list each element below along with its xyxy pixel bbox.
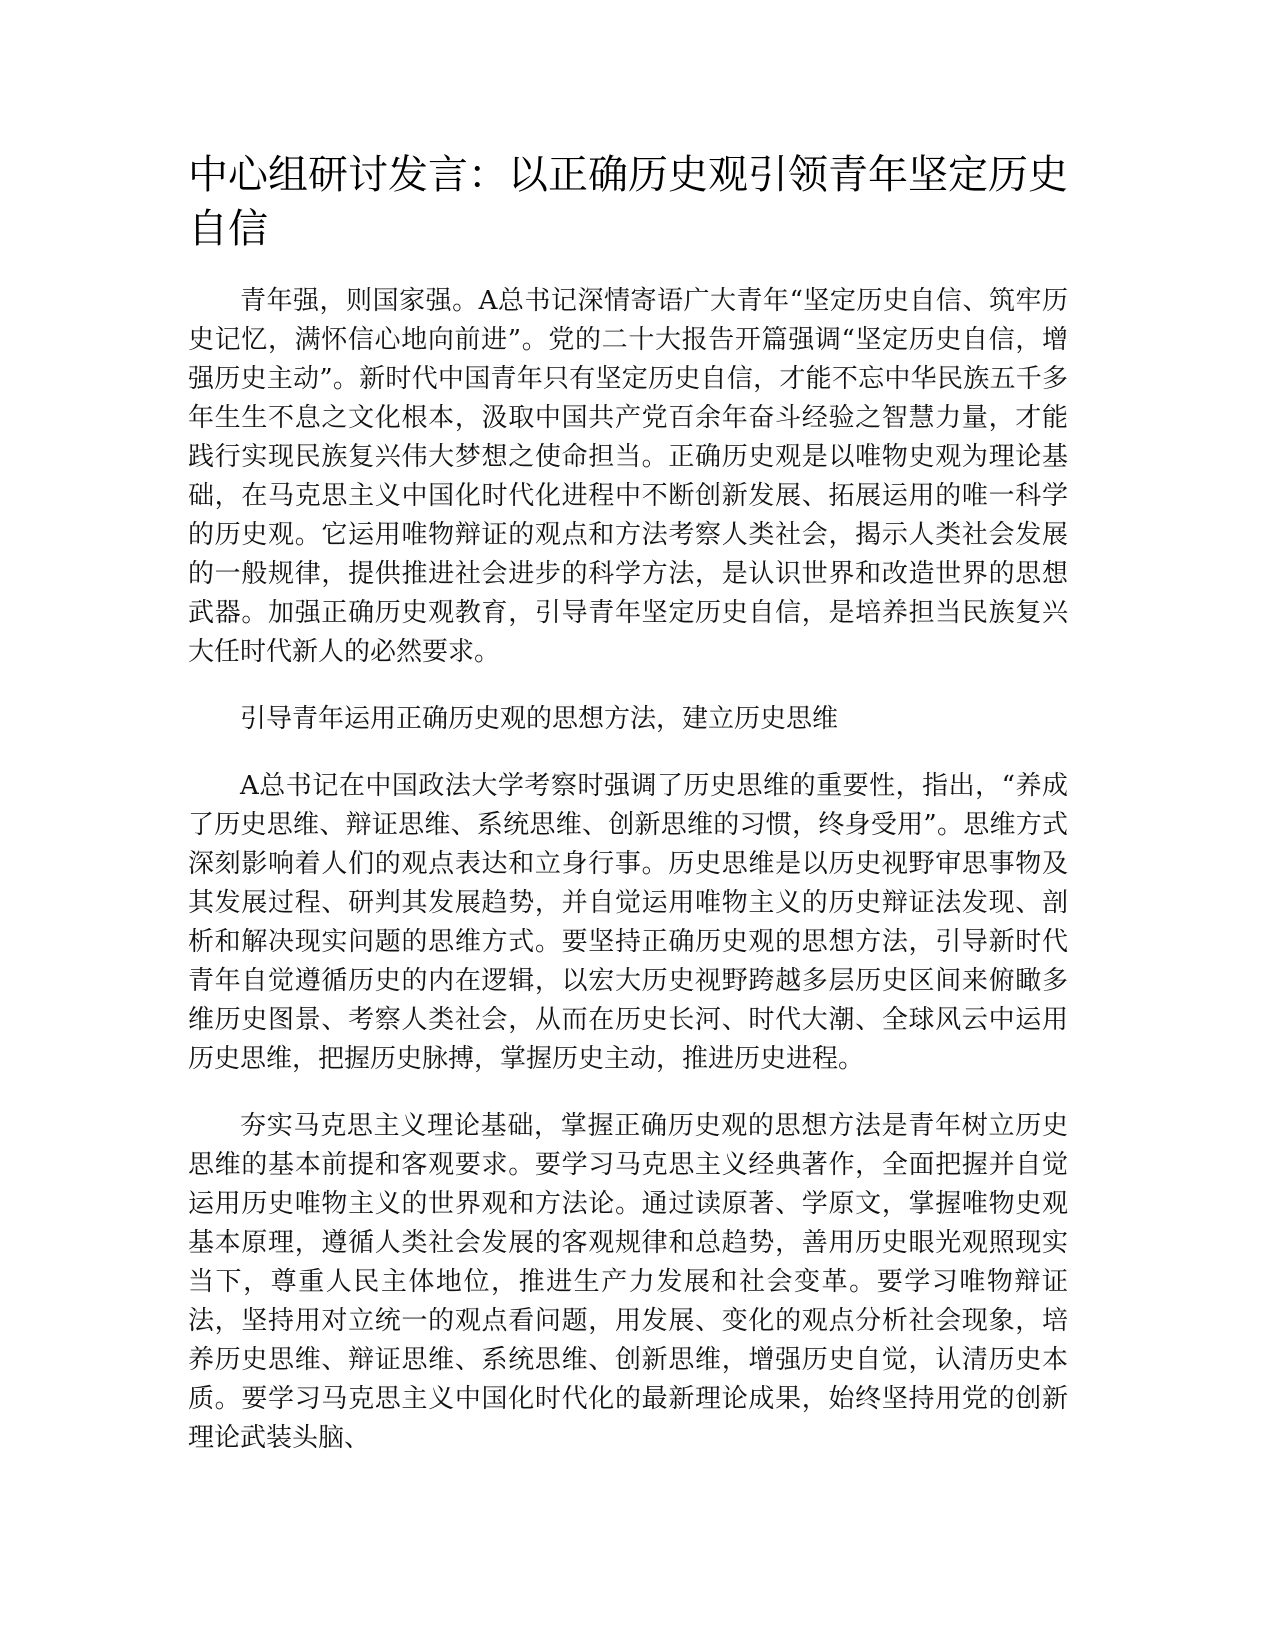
document-body [188, 148, 1068, 1486]
document-title: 中心组研讨发言：以正确历史观引领青年坚定历史自信 [188, 152, 1068, 252]
paragraph-marxist-foundation: 夯实马克思主义理论基础，掌握正确历史观的思想方法是青年树立历史思维的基本前提和客观要求。要学习马克思主义经典著作，全面把握并自觉运用历史唯物主义的世界观和方法论。通过读原著、学原文，掌握唯物史观基本原理，遵循人类社会发展的客观规律和总趋势，善用历史眼光观照现实当下，尊重人民主体地位，推进生产力发展和社会变革。要学习唯物辩证法，坚持用对立统一的观点看问题，用发展、变化的观点分析社会现象，培养历史思维、辩证思维、系统思维、创新思维，增强历史自觉，认清历史本质。要学习马克思主义中国化时代化的最新理论成果，始终坚持用党的创新理论武装头脑、 [188, 1111, 1068, 1453]
paragraph-intro: 青年强，则国家强。A总书记深情寄语广大青年“坚定历史自信、筑牢历史记忆，满怀信心地向前进”。党的二十大报告开篇强调“坚定历史自信，增强历史主动”。新时代中国青年只有坚定历史自信，才能不忘中华民族五千多年生生不息之文化根本，汲取中国共产党百余年奋斗经验之智慧力量，才能践行实现民族复兴伟大梦想之使命担当。正确历史观是以唯物史观为理论基础，在马克思主义中国化时代化进程中不断创新发展、拓展运用的唯一科学的历史观。它运用唯物辩证的观点和方法考察人类社会，揭示人类社会发展的一般规律，提供推进社会进步的科学方法，是认识世界和改造世界的思想武器。加强正确历史观教育，引导青年坚定历史自信，是培养担当民族复兴大任时代新人的必然要求。 [188, 286, 1068, 667]
paragraph-historical-thinking: A总书记在中国政法大学考察时强调了历史思维的重要性，指出，“养成了历史思维、辩证思维、系统思维、创新思维的习惯，终身受用”。思维方式深刻影响着人们的观点表达和立身行事。历史思维是以历史视野审思事物及其发展过程、研判其发展趋势，并自觉运用唯物主义的历史辩证法发现、剖析和解决现实问题的思维方式。要坚持正确历史观的思想方法，引导新时代青年自觉遵循历史的内在逻辑，以宏大历史视野跨越多层历史区间来俯瞰多维历史图景、考察人类社会，从而在历史长河、时代大潮、全球风云中运用历史思维，把握历史脉搏，掌握历史主动，推进历史进程。 [188, 771, 1068, 1074]
section-heading: 引导青年运用正确历史观的思想方法，建立历史思维 [240, 704, 839, 734]
